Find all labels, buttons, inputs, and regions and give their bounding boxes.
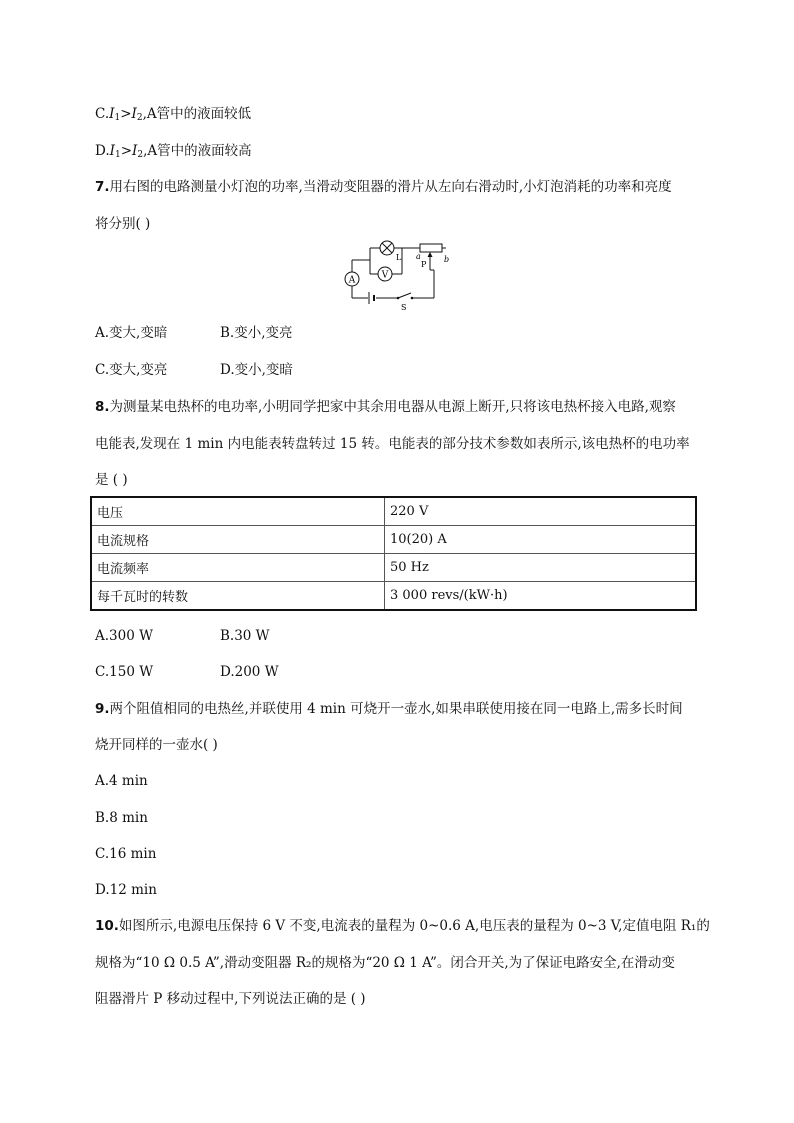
q8-options-row2	[95, 663, 279, 681]
voltmeter-label: V	[381, 270, 389, 281]
q9-stem-line2: 烧开同样的一壶水( )	[95, 737, 218, 753]
table-cell: 10(20) A	[385, 526, 697, 554]
q6-option-d: $D.I_1>I_2,A$管中的液面较高	[95, 143, 252, 160]
q8-option-d: D.200 W	[220, 664, 279, 680]
rheostat-end-b-label: b	[444, 255, 450, 264]
q7-options-row2	[95, 361, 293, 379]
q9-option-a: A.4 min	[95, 773, 148, 789]
slider-arrow-icon	[428, 252, 433, 257]
q7-circuit-diagram	[338, 240, 458, 312]
q8-option-a: A.300 W	[95, 628, 153, 644]
table-row	[91, 582, 696, 611]
rheostat-end-a-label: a	[416, 252, 421, 261]
lamp-label: L	[396, 253, 402, 262]
ammeter-label: A	[348, 275, 356, 286]
table-cell: 220 V	[385, 497, 697, 526]
meter-spec-table	[90, 496, 697, 611]
q7-options-row1	[95, 324, 293, 342]
q8-stem-line3: 是 ( )	[95, 472, 128, 488]
table-cell: 电流规格	[91, 526, 385, 554]
q9-option-b: B.8 min	[95, 810, 148, 826]
q10-stem-line3: 阻器滑片 P 移动过程中,下列说法正确的是 ( )	[95, 991, 366, 1007]
table-cell: 每千瓦时的转数	[91, 582, 385, 611]
table-row	[91, 497, 696, 526]
q8-option-b: B.30 W	[220, 628, 270, 644]
q8-stem-line2: 电能表,发现在 1 min 内电能表转盘转过 15 转。电能表的部分技术参数如表所示,该电热杯的电功率	[95, 436, 690, 452]
q8-stem-line1: 8.为测量某电热杯的电功率,小明同学把家中其余用电器从电源上断开,只将该电热杯接入电路,观察	[95, 399, 676, 415]
q10-stem-line1: 10.如图所示,电源电压保持 6 V 不变,电流表的量程为 0~0.6 A,电压表的量程为 0~3 V,定值电阻 R₁的	[95, 918, 710, 934]
q7-option-c: C.变大,变亮	[95, 362, 168, 378]
q7-stem-line1: 7.用右图的电路测量小灯泡的功率,当滑动变阻器的滑片从左向右滑动时,小灯泡消耗的功率和亮度	[95, 179, 672, 195]
q9-stem-line1: 9.两个阻值相同的电热丝,并联使用 4 min 可烧开一壶水,如果串联使用接在同一电路上,需多长时间	[95, 701, 683, 717]
q7-option-b: B.变小,变亮	[220, 325, 293, 341]
switch-pivot	[397, 297, 400, 300]
q8-option-c: C.150 W	[95, 664, 154, 680]
q9-option-d: D.12 min	[95, 882, 157, 898]
switch-contact	[411, 297, 414, 300]
table-cell: 电压	[91, 497, 385, 526]
table-cell: 3 000 revs/(kW·h)	[385, 582, 697, 611]
table-row	[91, 554, 696, 582]
q7-option-d: D.变小,变暗	[220, 362, 293, 378]
slider-label: P	[421, 260, 427, 269]
q8-options-row1	[95, 627, 270, 645]
q10-stem-line2: 规格为“10 Ω 0.5 A”,滑动变阻器 R₂的规格为“20 Ω 1 A”。闭合开关,为了保证电路安全,在滑动变	[95, 955, 675, 971]
table-cell: 电流频率	[91, 554, 385, 582]
q9-option-c: C.16 min	[95, 846, 157, 862]
table-cell: 50 Hz	[385, 554, 697, 582]
q7-stem-line2: 将分别( )	[95, 216, 151, 232]
table-row	[91, 526, 696, 554]
q7-option-a: A.变大,变暗	[95, 325, 168, 341]
switch-label: S	[401, 303, 407, 312]
q6-option-c: $C.I_1>I_2,A$管中的液面较低	[95, 106, 252, 123]
